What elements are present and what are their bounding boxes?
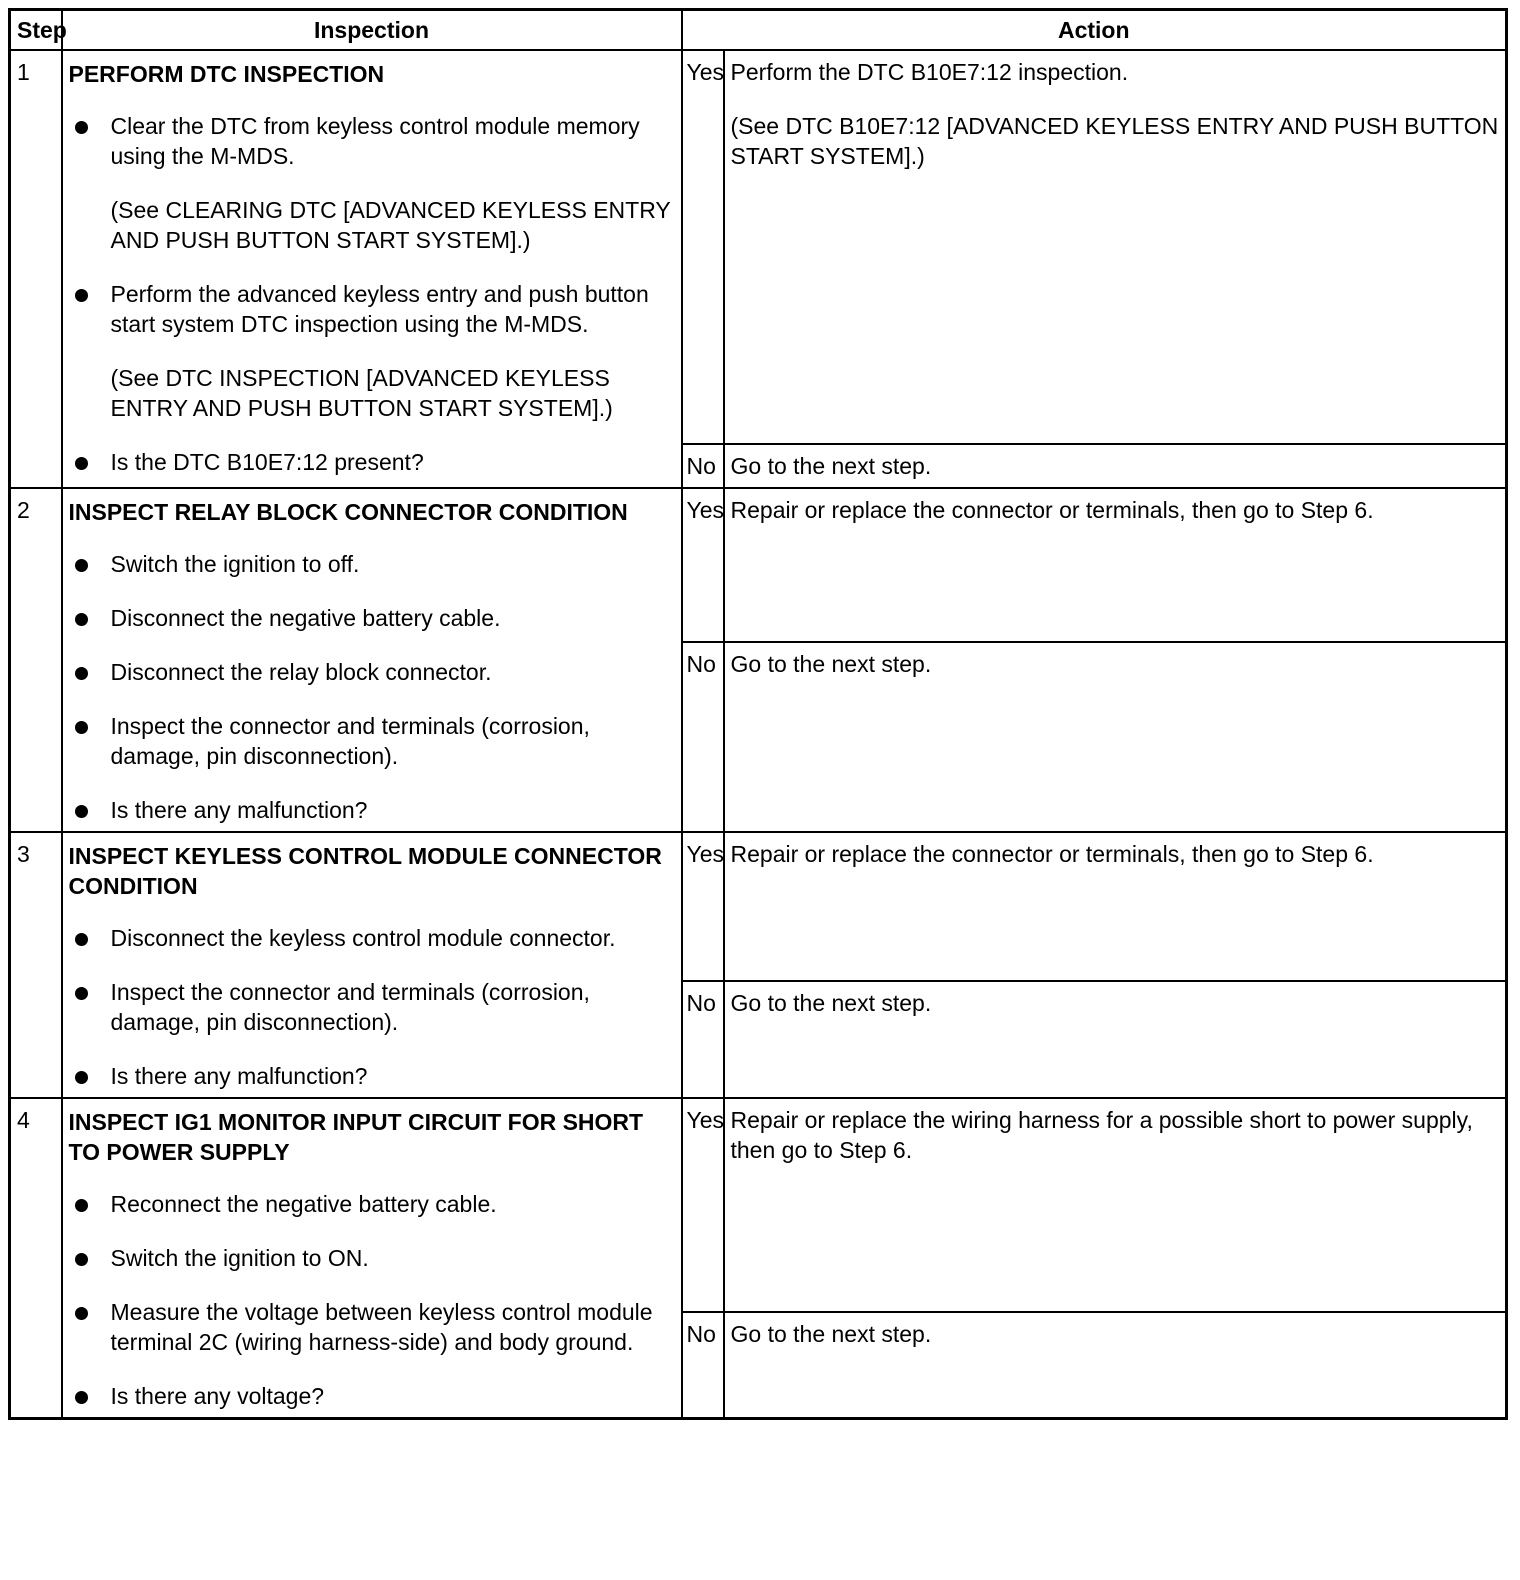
list-item: Reconnect the negative battery cable. (111, 1189, 675, 1219)
table-row (10, 488, 1507, 642)
yes-action-text: Repair or replace the wiring harness for a possible short to power supply, then go to Step 6. (724, 1098, 1507, 1312)
list-item: Disconnect the relay block connector. (111, 657, 675, 687)
inspection-bullet-list (69, 549, 675, 825)
bullet-text: Clear the DTC from keyless control module memory using the M-MDS. (110, 113, 640, 169)
no-action-text: Go to the next step. (724, 444, 1507, 488)
no-action-text: Go to the next step. (724, 981, 1507, 1098)
reference-link[interactable]: (See CLEARING DTC [ADVANCED KEYLESS ENTRY AND PUSH BUTTON START SYSTEM].) (110, 197, 671, 253)
table-row (10, 832, 1507, 981)
list-item: Inspect the connector and terminals (corrosion, damage, pin disconnection). (111, 711, 675, 771)
diagnostic-procedure-table (8, 8, 1508, 1420)
table-header-row (10, 10, 1507, 51)
step-number: 1 (10, 50, 62, 488)
inspection-cell (62, 488, 682, 832)
inspection-title: INSPECT KEYLESS CONTROL MODULE CONNECTOR CONDITION (68, 843, 662, 899)
list-item: Disconnect the keyless control module connector. (111, 923, 675, 953)
no-action-text: Go to the next step. (724, 1312, 1507, 1419)
list-item: Is there any malfunction? (111, 1061, 675, 1091)
table-row (10, 1098, 1507, 1312)
yes-action-text: Repair or replace the connector or terminals, then go to Step 6. (724, 488, 1507, 642)
step-number: 4 (10, 1098, 62, 1419)
bullet-text: Perform the advanced keyless entry and push button start system DTC inspection using the M-MDS. (110, 281, 649, 337)
yes-label: Yes (682, 832, 724, 981)
yes-label: Yes (682, 488, 724, 642)
step-number: 2 (10, 488, 62, 832)
inspection-title: INSPECT IG1 MONITOR INPUT CIRCUIT FOR SHORT TO POWER SUPPLY (68, 1109, 644, 1165)
reference-link[interactable]: (See DTC B10E7:12 [ADVANCED KEYLESS ENTRY AND PUSH BUTTON START SYSTEM].) (730, 113, 1499, 169)
header-step: Step (10, 10, 62, 51)
list-item (111, 279, 675, 423)
yes-action-text: Perform the DTC B10E7:12 inspection. (730, 59, 1129, 85)
no-label: No (682, 642, 724, 832)
step-number: 3 (10, 832, 62, 1098)
inspection-title: INSPECT RELAY BLOCK CONNECTOR CONDITION (68, 499, 628, 525)
no-action-text: Go to the next step. (724, 642, 1507, 832)
list-item: Disconnect the negative battery cable. (111, 603, 675, 633)
inspection-cell (62, 1098, 682, 1419)
list-item: Measure the voltage between keyless control module terminal 2C (wiring harness-side) and body ground. (111, 1297, 675, 1357)
inspection-bullet-list (69, 111, 675, 477)
reference-link[interactable]: (See DTC INSPECTION [ADVANCED KEYLESS ENTRY AND PUSH BUTTON START SYSTEM].) (110, 365, 613, 421)
list-item: Inspect the connector and terminals (corrosion, damage, pin disconnection). (111, 977, 675, 1037)
yes-label: Yes (682, 1098, 724, 1312)
yes-action-text: Repair or replace the connector or terminals, then go to Step 6. (724, 832, 1507, 981)
inspection-bullet-list (69, 1189, 675, 1411)
list-item: Switch the ignition to ON. (111, 1243, 675, 1273)
inspection-title: PERFORM DTC INSPECTION (68, 61, 385, 87)
inspection-cell (62, 832, 682, 1098)
no-label: No (682, 981, 724, 1098)
no-label: No (682, 1312, 724, 1419)
table-row (10, 50, 1507, 444)
header-action: Action (682, 10, 1507, 51)
no-label: No (682, 444, 724, 488)
list-item (111, 111, 675, 255)
header-inspection: Inspection (62, 10, 682, 51)
inspection-cell (62, 50, 682, 488)
list-item: Is the DTC B10E7:12 present? (111, 447, 675, 477)
list-item: Is there any malfunction? (111, 795, 675, 825)
inspection-bullet-list (69, 923, 675, 1091)
yes-label: Yes (682, 50, 724, 444)
yes-action-cell (724, 50, 1507, 444)
list-item: Is there any voltage? (111, 1381, 675, 1411)
list-item: Switch the ignition to off. (111, 549, 675, 579)
